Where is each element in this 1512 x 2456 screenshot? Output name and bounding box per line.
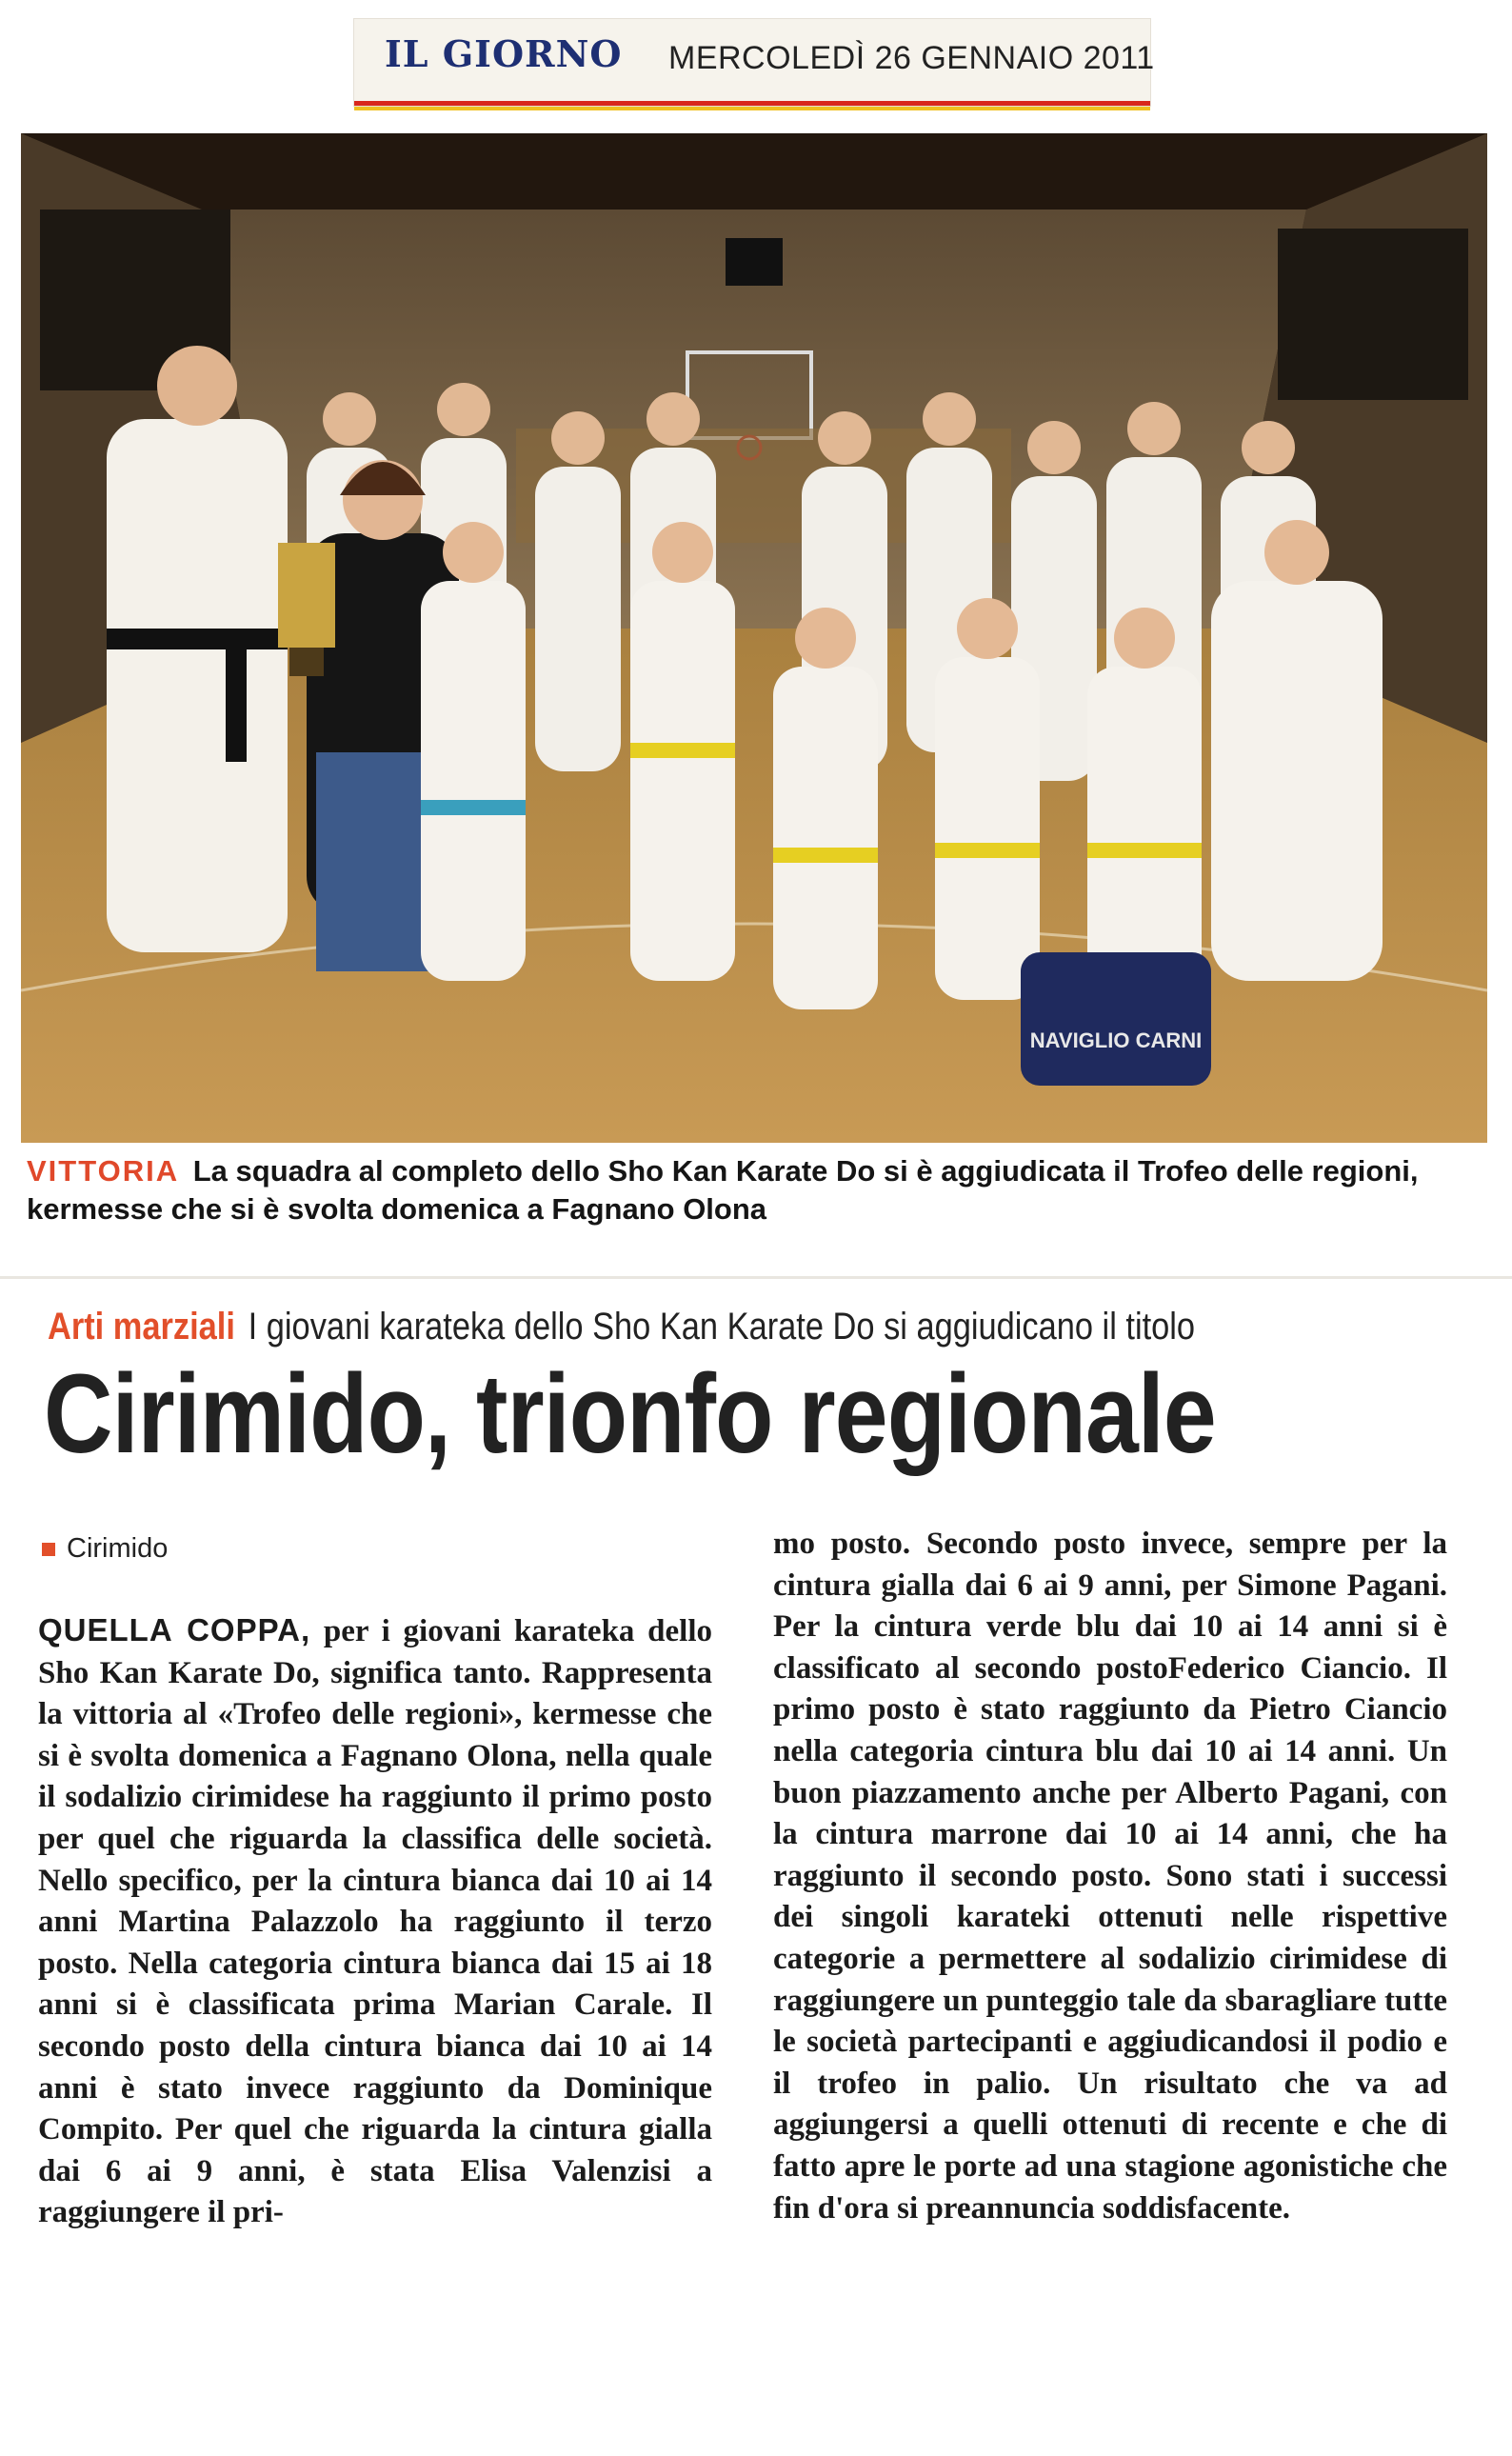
- article-column-1-text: per i giovani karateka dello Sho Kan Karate Do, significa tanto. Rappresenta la vittoria al «Trofeo delle regioni», kermesse che si è svolta domenica a Fagnano Olona, nella quale il sodalizio cirimidese ha raggiunto il primo posto per quel che riguarda la classifica delle società. Nello specifico, per la cintura bianca dai 10 ai 14 anni Martina Palazzolo ha raggiunto il terzo posto. Nella categoria cintura bianca dai 15 ai 18 anni si è classificata prima Marian Carale. Il secondo posto della cintura bianca dai 10 ai 14 anni è stato invece raggiunto da Dominique Compito. Per quel che riguarda la cintura gialla dai 6 ai 9 anni, è stata Elisa Valenzisi a raggiungere il pri-: [38, 1614, 712, 2230]
- article-lead: QUELLA COPPA,: [38, 1612, 311, 1647]
- newspaper-logo: IL GIORNO: [385, 32, 623, 75]
- masthead-color-bar: [354, 107, 1150, 110]
- section-divider: [0, 1276, 1512, 1288]
- bag-banner-text: NAVIGLIO CARNI: [1029, 1028, 1203, 1052]
- team-photo-illustration: [21, 133, 1487, 1143]
- article-subtitle: I giovani karateka dello Sho Kan Karate Do si aggiudicano il titolo: [248, 1306, 1196, 1348]
- article-dateline: [42, 1533, 168, 1565]
- dateline-text: Cirimido: [67, 1533, 169, 1564]
- article-kicker-line: [48, 1303, 1292, 1350]
- article-headline: Cirimido, trionfo regionale: [44, 1351, 1216, 1477]
- article-column-1: [38, 1609, 712, 2234]
- photo-caption: [27, 1152, 1483, 1228]
- dateline-square-icon: [42, 1543, 55, 1556]
- team-photo: [21, 133, 1487, 1143]
- caption-kicker: VITTORIA: [27, 1154, 180, 1188]
- masthead: [354, 19, 1155, 106]
- issue-date: MERCOLEDÌ 26 GENNAIO 2011: [668, 40, 1155, 76]
- article-column-2: mo posto. Secondo posto invece, sempre per la cintura gialla dai 6 ai 9 anni, per Simone Pagani. Per la cintura verde blu dai 10 ai 14 anni si è classificato al secondo postoFederico Ciancio. Il primo posto è stato raggiunto da Pietro Ciancio nella categoria cintura blu dai 10 ai 14 anni. Un buon piazzamento anche per Alberto Pagani, con la cintura marrone dai 10 ai 14 anni, che ha raggiunto il secondo posto. Sono stati i successi dei singoli karateki ottenuti nelle rispettive categorie a permettere al sodalizio cirimidese di raggiungere un punteggio tale da sbaragliare tutte le società partecipanti e aggiudicandosi il podio e il trofeo in palio. Un risultato che va ad aggiungersi a quelli ottenuti di recente e che di fatto apre le porte ad una stagione agonistiche che fin d'ora si preannuncia soddisfacente.: [773, 1527, 1447, 2226]
- section-label: Arti marziali: [48, 1306, 235, 1348]
- caption-text: La squadra al completo dello Sho Kan Karate Do si è aggiudicata il Trofeo delle regioni, kermesse che si è svolta domenica a Fagnano Olona: [27, 1154, 1419, 1226]
